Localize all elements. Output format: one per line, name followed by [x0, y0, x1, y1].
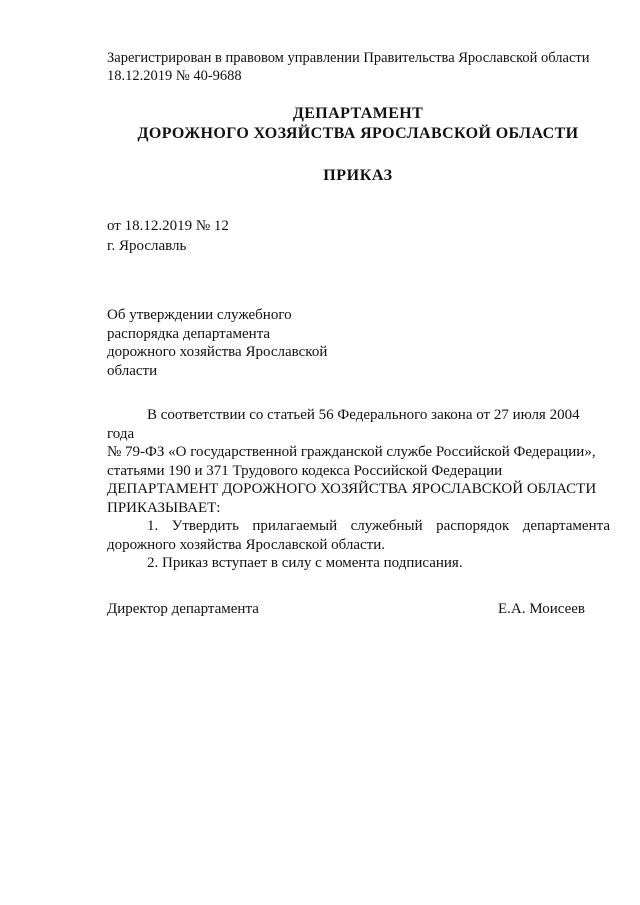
- department-heading-line1: ДЕПАРТАМЕНТ: [292, 105, 424, 122]
- department-heading-line2: ДОРОЖНОГО ХОЗЯЙСТВА ЯРОСЛАВСКОЙ ОБЛАСТИ: [137, 125, 579, 142]
- order-item-1-continuation: дорожного хозяйства Ярославской области.: [107, 536, 385, 553]
- order-item-1: 1. Утвердить прилагаемый служебный распорядок департамента: [147, 518, 610, 534]
- registration-line: Зарегистрирован в правовом управлении Правительства Ярославской области: [107, 50, 590, 66]
- place: г. Ярославль: [107, 238, 187, 254]
- department-heading: [0, 104, 640, 144]
- subject-line: области: [107, 362, 158, 379]
- preamble-line: № 79-ФЗ «О государственной гражданской службе Российской Федерации»,: [107, 444, 596, 460]
- preamble-line: В соответствии со статьей 56 Федерального закона от 27 июля 2004 года: [107, 407, 580, 442]
- preamble-line: статьями 190 и 371 Трудового кодекса Российской Федерации: [107, 462, 503, 479]
- document-meta: [107, 216, 407, 256]
- orders-line: ПРИКАЗЫВАЕТ:: [107, 499, 221, 516]
- orders-line: ДЕПАРТАМЕНТ ДОРОЖНОГО ХОЗЯЙСТВА ЯРОСЛАВСКОЙ ОБЛАСТИ: [107, 481, 597, 497]
- signature-role: Директор департамента: [107, 601, 259, 617]
- registration-stamp: [107, 49, 617, 85]
- order-item-2: 2. Приказ вступает в силу с момента подписания.: [147, 555, 463, 571]
- subject-line: распорядка департамента: [107, 325, 271, 342]
- subject-line: Об утверждении служебного: [107, 307, 292, 323]
- signature-name: Е.А. Моисеев: [498, 601, 585, 617]
- document-type-title: ПРИКАЗ: [323, 167, 393, 184]
- document-subject: [107, 306, 347, 380]
- registration-number: 18.12.2019 № 40-9688: [107, 68, 242, 84]
- date-number: от 18.12.2019 № 12: [107, 218, 229, 234]
- subject-line: дорожного хозяйства Ярославской: [107, 344, 328, 360]
- document-body: [107, 406, 610, 573]
